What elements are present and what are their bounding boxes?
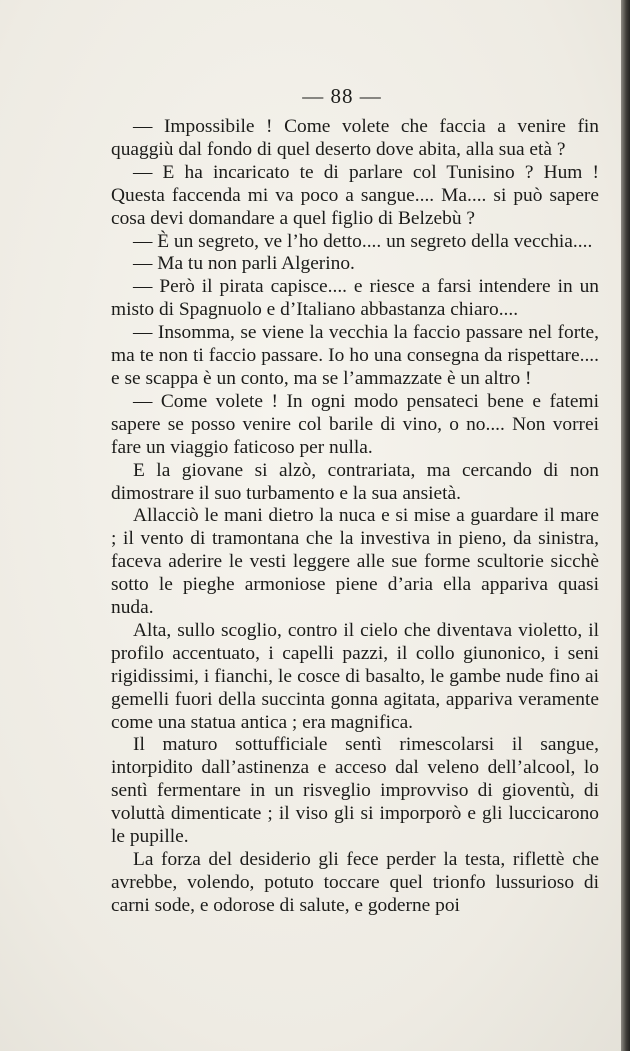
- paragraph: Il maturo sottufficiale sentì rimescolarsi il sangue, intorpidito dall’astinenza e acceso dal veleno dell’alcool, lo sentì fermentare in un risveglio improvviso di gioventù, di voluttà dimenticate ; il viso gli si imporporò e gli luccicarono le pupille.: [111, 734, 599, 848]
- paragraph: — Come volete ! In ogni modo pensateci bene e fatemi sapere se posso venire col barile di vino, o no.... Non vorrei fare un viaggio faticoso per nulla.: [111, 390, 599, 458]
- paragraph: Alta, sullo scoglio, contro il cielo che diventava violetto, il profilo accentuato, i capelli pazzi, il collo giunonico, i seni rigidissimi, i fianchi, le cosce di basalto, le gambe nude fino ai gemelli fuori della succinta gonna agitata, appariva veramente come una statua antica ; era magnifica.: [111, 619, 599, 733]
- paragraph: — E ha incaricato te di parlare col Tunisino ? Hum ! Questa faccenda mi va poco a sangue.... Ma.... si può sapere cosa devi domandare a quel figlio di Belzebù ?: [111, 161, 599, 229]
- paragraph: — Però il pirata capisce.... e riesce a farsi intendere in un misto di Spagnuolo e d’Italiano abbastanza chiaro....: [111, 276, 599, 321]
- page-number: — 88 —: [302, 84, 382, 108]
- paragraph: Allacciò le mani dietro la nuca e si mise a guardare il mare ; il vento di tramontana che la investiva in pieno, da sinistra, faceva aderire le vesti leggere alle sue forme scultorie sicchè sotto le pieghe armoniose piene d’aria ella appariva quasi nuda.: [111, 505, 599, 619]
- paragraph: — Impossibile ! Come volete che faccia a venire fin quaggiù dal fondo di quel deserto dove abita, alla sua età ?: [111, 116, 599, 160]
- paragraph: — È un segreto, ve l’ho detto.... un segreto della vecchia....: [133, 230, 593, 252]
- paragraph: E la giovane si alzò, contrariata, ma cercando di non dimostrare il suo turbamento e la sua ansietà.: [111, 459, 599, 504]
- book-binding-edge: [621, 0, 630, 1051]
- body-text: [111, 116, 599, 918]
- paragraph: — Ma tu non parli Algerino.: [133, 253, 355, 275]
- paragraph: — Insomma, se viene la vecchia la faccio passare nel forte, ma te non ti faccio passare. Io ho una consegna da rispettare.... e se scappa è un conto, ma se l’ammazzate è un altro !: [111, 322, 599, 389]
- paragraph: La forza del desiderio gli fece perder la testa, riflettè che avrebbe, volendo, potuto toccare quel trionfo lussurioso di carni sode, e odorose di salute, e goderne poi: [111, 849, 599, 916]
